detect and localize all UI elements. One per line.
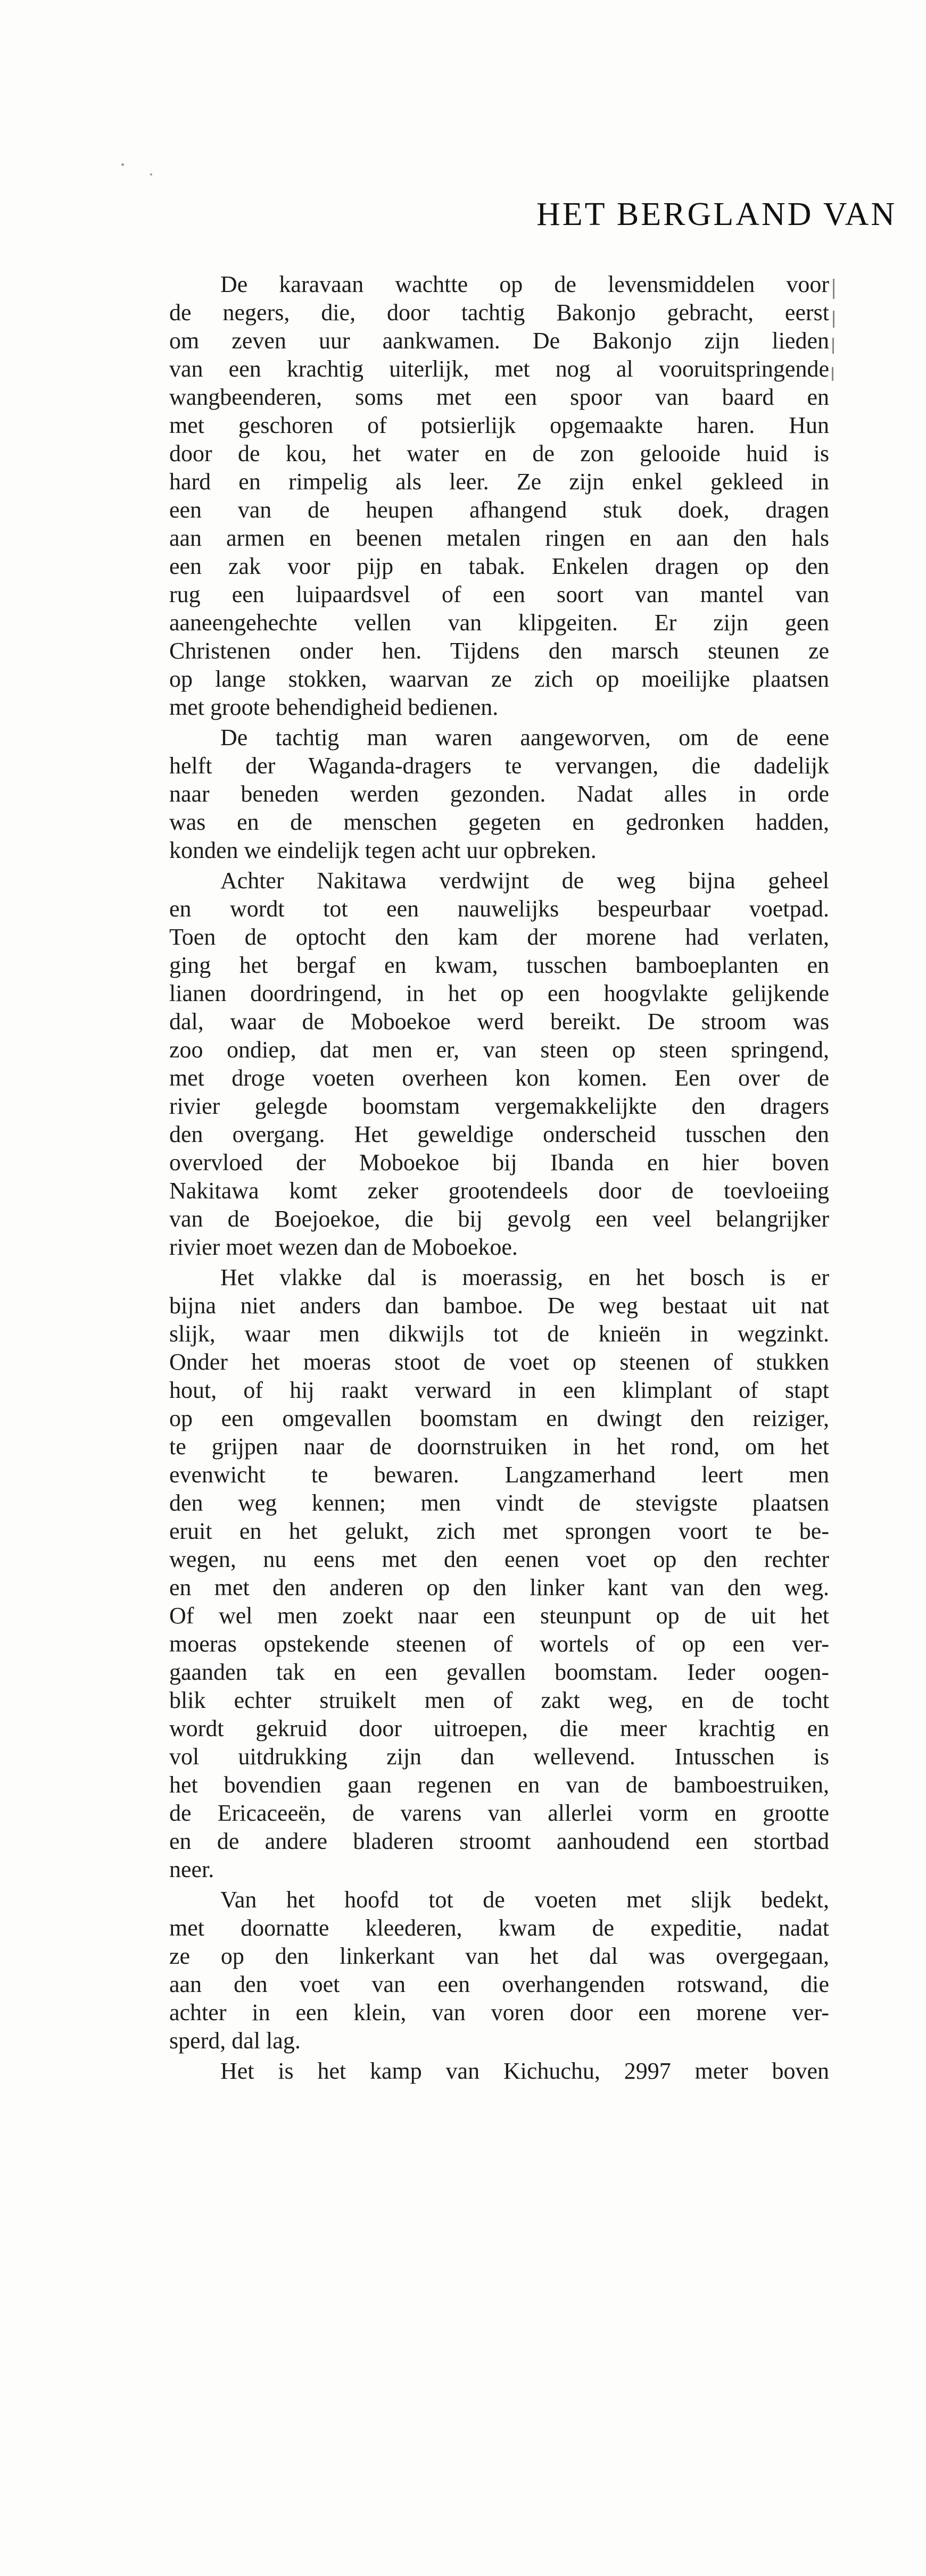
text-line: den weg kennen; men vindt de stevigste plaatsen <box>169 1490 829 1516</box>
paragraph-2 <box>169 723 829 864</box>
margin-mark <box>833 311 834 328</box>
text-line: ging het bergaf en kwam, tusschen bamboeplanten en <box>169 952 829 978</box>
text-line: lianen doordringend, in het op een hoogvlakte gelijkende <box>169 980 829 1006</box>
margin-mark <box>832 367 833 381</box>
body-text <box>169 270 829 2085</box>
text-line: op lange stokken, waarvan ze zich op moeilijke plaatsen <box>169 666 829 692</box>
text-line: ze op den linkerkant van het dal was overgegaan, <box>169 1943 829 1969</box>
text-line: sperd, dal lag. <box>169 2028 301 2054</box>
text-line: evenwicht te bewaren. Langzamerhand leert men <box>169 1462 829 1488</box>
text-line: met geschoren of potsierlijk opgemaakte haren. Hun <box>169 412 829 438</box>
paragraph-1 <box>169 270 829 721</box>
text-line: met groote behendigheid bedienen. <box>169 694 499 720</box>
text-line: wegen, nu eens met den eenen voet op den rechter <box>169 1546 829 1572</box>
text-line: aan den voet van een overhangenden rotswand, die <box>169 1971 829 1997</box>
margin-mark <box>832 338 834 354</box>
text-line: en met den anderen op den linker kant van den weg. <box>169 1574 829 1600</box>
paper-speck <box>121 163 124 166</box>
text-line: Onder het moeras stoot de voet op steenen of stukken <box>169 1349 829 1375</box>
text-line: op een omgevallen boomstam en dwingt den reiziger, <box>169 1405 829 1431</box>
text-line: Achter Nakitawa verdwijnt de weg bijna geheel <box>220 868 829 894</box>
text-line: rivier gelegde boomstam vergemakkelijkte den dragers <box>169 1093 829 1119</box>
text-line: te grijpen naar de doornstruiken in het rond, om het <box>169 1433 829 1460</box>
text-line: van een krachtig uiterlijk, met nog al vooruitspringende <box>169 356 829 382</box>
text-line: Het vlakke dal is moerassig, en het bosch is er <box>220 1264 829 1290</box>
text-line: rivier moet wezen dan de Moboekoe. <box>169 1234 518 1260</box>
text-line: moeras opstekende steenen of wortels of op een ver- <box>169 1631 829 1657</box>
text-line: van de Boejoekoe, die bij gevolg een veel belangrijker <box>169 1206 829 1232</box>
text-line: hout, of hij raakt verward in een klimplant of stapt <box>169 1377 829 1403</box>
text-line: een zak voor pijp en tabak. Enkelen dragen op den <box>169 553 829 579</box>
text-line: wordt gekruid door uitroepen, die meer krachtig en <box>169 1715 829 1741</box>
text-line: hard en rimpelig als leer. Ze zijn enkel gekleed in <box>169 469 829 495</box>
text-line: wangbeenderen, soms met een spoor van baard en <box>169 384 829 410</box>
text-line: gaanden tak en een gevallen boomstam. Ieder oogen- <box>169 1659 829 1685</box>
text-line: vol uitdrukking zijn dan wellevend. Intusschen is <box>169 1744 829 1770</box>
paragraph-5 <box>169 1886 829 2055</box>
text-line: den overgang. Het geweldige onderscheid tusschen den <box>169 1121 829 1147</box>
text-line: het bovendien gaan regenen en van de bamboestruiken, <box>169 1772 829 1798</box>
text-line: blik echter struikelt men of zakt weg, en de tocht <box>169 1687 829 1713</box>
text-line: met doornatte kleederen, kwam de expeditie, nadat <box>169 1915 829 1941</box>
text-line: De karavaan wachtte op de levensmiddelen voor <box>220 271 829 297</box>
paragraph-4 <box>169 1263 829 1883</box>
text-line: om zeven uur aankwamen. De Bakonjo zijn lieden <box>169 328 829 354</box>
text-line: zoo ondiep, dat men er, van steen op steen springend, <box>169 1037 829 1063</box>
text-line: helft der Waganda-dragers te vervangen, die dadelijk <box>169 753 829 779</box>
text-line: overvloed der Moboekoe bij Ibanda en hier boven <box>169 1149 829 1176</box>
text-line: en wordt tot een nauwelijks bespeurbaar voetpad. <box>169 896 829 922</box>
paragraph-6 <box>169 2057 829 2085</box>
text-line: naar beneden werden gezonden. Nadat alles in orde <box>169 781 829 807</box>
text-line: slijk, waar men dikwijls tot de knieën in wegzinkt. <box>169 1321 829 1347</box>
paragraph-3 <box>169 866 829 1261</box>
text-line: Toen de optocht den kam der morene had verlaten, <box>169 924 829 950</box>
text-line: aan armen en beenen metalen ringen en aan den hals <box>169 525 829 551</box>
text-line: Nakitawa komt zeker grootendeels door de toevloeiing <box>169 1178 829 1204</box>
text-line: Of wel men zoekt naar een steunpunt op de uit het <box>169 1603 829 1629</box>
text-line: De tachtig man waren aangeworven, om de eene <box>220 724 829 751</box>
text-line: en de andere bladeren stroomt aanhoudend een stortbad <box>169 1828 829 1854</box>
text-line: Het is het kamp van Kichuchu, 2997 meter boven <box>220 2058 829 2084</box>
text-line: dal, waar de Moboekoe werd bereikt. De stroom was <box>169 1008 829 1035</box>
text-line: de Ericaceeën, de varens van allerlei vorm en grootte <box>169 1800 829 1826</box>
text-line: aaneengehechte vellen van klipgeiten. Er zijn geen <box>169 610 829 636</box>
text-line: door de kou, het water en de zon gelooide huid is <box>169 440 829 466</box>
text-line: rug een luipaardsvel of een soort van mantel van <box>169 581 829 607</box>
text-line: Christenen onder hen. Tijdens den marsch steunen ze <box>169 638 829 664</box>
text-line: eruit en het gelukt, zich met sprongen voort te be- <box>169 1518 829 1544</box>
text-line: een van de heupen afhangend stuk doek, dragen <box>169 497 829 523</box>
text-line: de negers, die, door tachtig Bakonjo gebracht, eerst <box>169 299 829 326</box>
running-head: HET BERGLAND VAN <box>536 196 897 232</box>
text-line: bijna niet anders dan bamboe. De weg bestaat uit nat <box>169 1293 829 1319</box>
text-line: neer. <box>169 1856 214 1882</box>
text-line: met droge voeten overheen kon komen. Een over de <box>169 1065 829 1091</box>
text-line: konden we eindelijk tegen acht uur opbreken. <box>169 837 597 863</box>
margin-mark <box>833 279 834 299</box>
text-line: achter in een klein, van voren door een morene ver- <box>169 1999 829 2025</box>
text-line: Van het hoofd tot de voeten met slijk bedekt, <box>220 1887 829 1913</box>
text-line: was en de menschen gegeten en gedronken hadden, <box>169 809 829 835</box>
paper-speck <box>150 173 152 176</box>
